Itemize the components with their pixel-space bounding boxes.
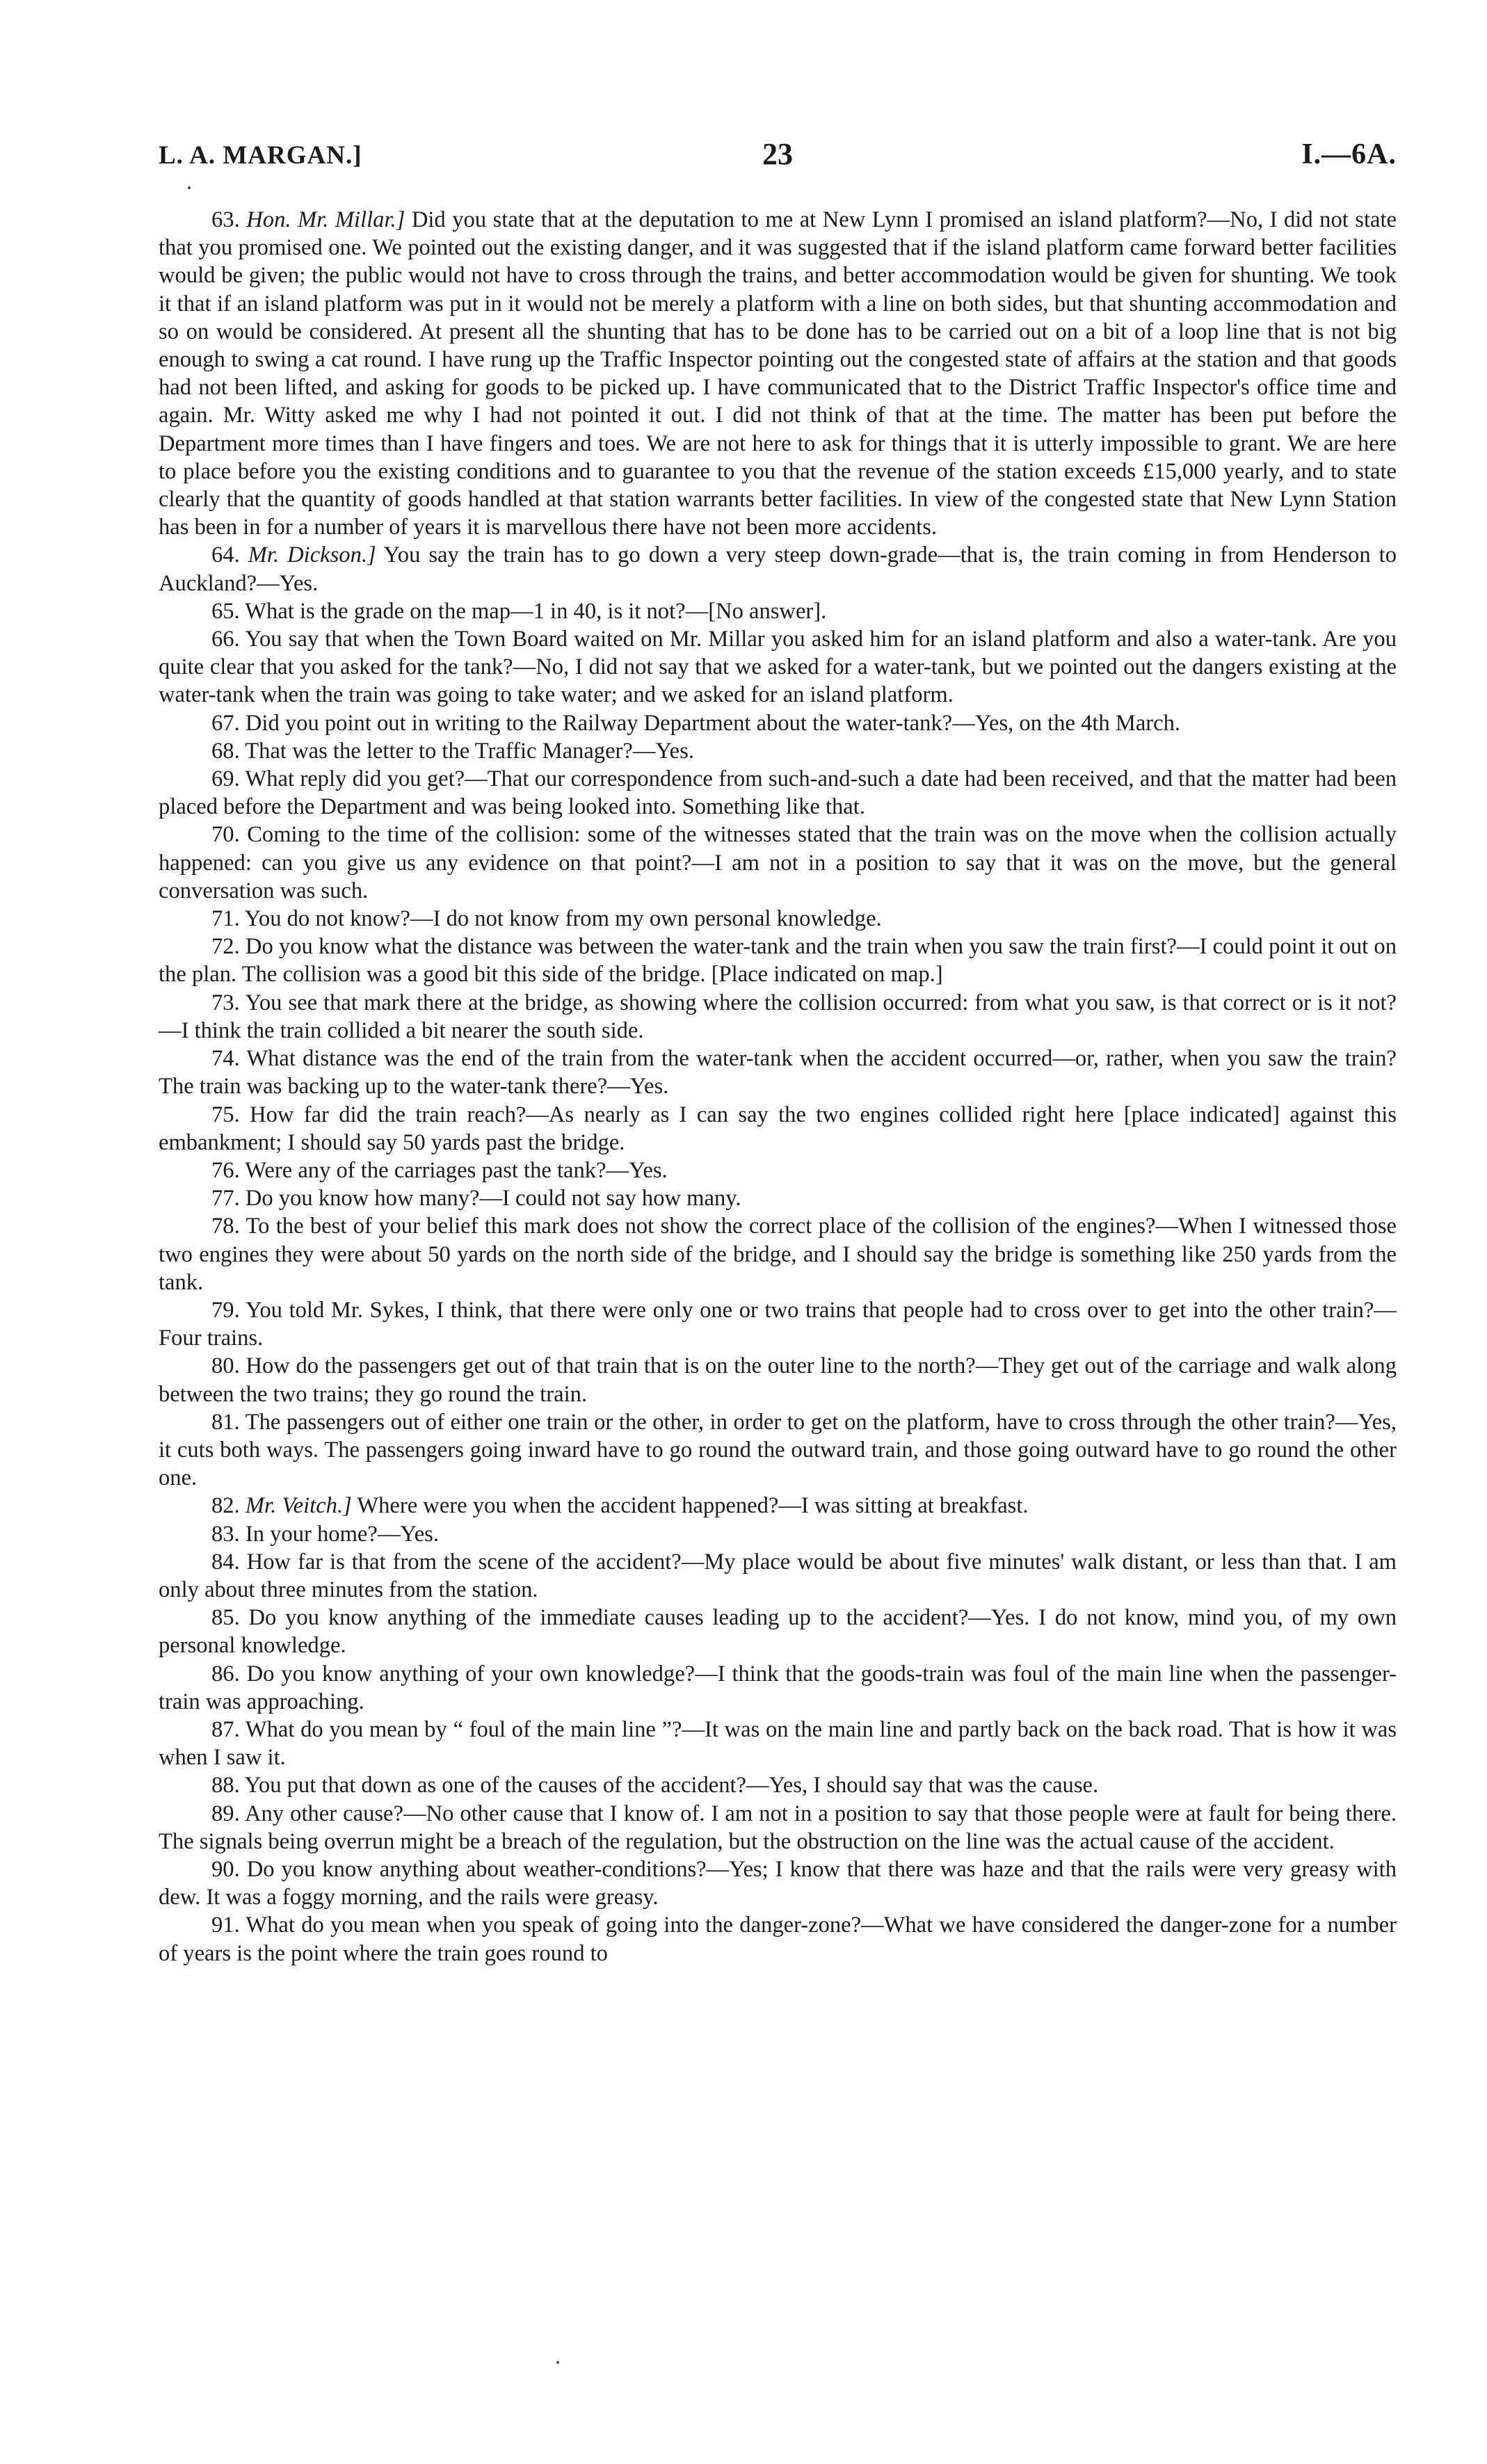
paragraph-text: Did you state that at the deputation to me at New Lynn I promised an island platform?—No, I did not state that you promised one. We pointed out the existing danger, and it was suggested that if the island platform came forward better facilities would be given; the public would not have to cross through the trains, and better accommodation would be given for shunting. We took it that if an island platform was put in it would not be merely a platform with a line on both sides, but that shunting accommodation and so on would be considered. At present all the shunting that has to be done has to be carried out on a bit of a loop line that is not big enough to swing a cat round. I have rung up the Traffic Inspector pointing out the congested state of affairs at the station and that goods had not been lifted, and asking for goods to be picked up. I have communicated that to the District Traffic Inspector's office time and again. Mr. Witty asked me why I had not pointed it out. I did not think of that at the time. The matter has been put before the Department more times than I have fingers and toes. We are not here to ask for things that it is utterly impossible to grant. We are here to place before you the existing conditions and to guarantee to you that the revenue of the station exceeds £15,000 yearly, and to state clearly that the quantity of goods handled at that station warrants better facilities. In view of the congested state that New Lynn Station has been in for a number of years it is marvellous there have not been more accidents.	[159, 207, 1397, 540]
page-header	[159, 136, 1397, 178]
paragraph-text: 68. That was the letter to the Traffic Manager?—Yes.	[211, 738, 694, 764]
question-answer-paragraph	[159, 1045, 1397, 1100]
paragraph-text: 65. What is the grade on the map—1 in 40, is it not?—[No answer].	[211, 598, 827, 624]
paragraph-text: 75. How far did the train reach?—As nearly as I can say the two engines collided right here [place indicated] against this embankment; I should say 50 yards past the bridge.	[159, 1102, 1397, 1155]
question-number: 64.	[211, 542, 248, 568]
paragraph-text: 73. You see that mark there at the bridge, as showing where the collision occurred: from what you saw, is that correct or is it not?—I think the train collided a bit nearer the south side.	[159, 990, 1397, 1043]
paragraph-text: 72. Do you know what the distance was between the water-tank and the train when you saw the train first?—I could point it out on the plan. The collision was a good bit this side of the bridge. [Place indicated on map.]	[159, 934, 1397, 988]
paragraph-text: 84. How far is that from the scene of the accident?—My place would be about five minutes' walk distant, or less than that. I am only about three minutes from the station.	[159, 1549, 1397, 1602]
question-answer-paragraph	[159, 737, 1397, 765]
question-answer-paragraph	[159, 1212, 1397, 1296]
paragraph-text: 78. To the best of your belief this mark does not show the correct place of the collision of the engines?—When I witnessed those two engines they were about 50 yards on the north side of the bridge, and I should say the bridge is something like 250 yards from the tank.	[159, 1214, 1397, 1295]
question-answer-paragraph	[159, 541, 1397, 597]
paragraph-text: 83. In your home?—Yes.	[211, 1521, 439, 1547]
question-answer-paragraph	[159, 1296, 1397, 1352]
question-answer-paragraph	[159, 1520, 1397, 1548]
paragraph-text: 71. You do not know?—I do not know from my own personal knowledge.	[211, 906, 882, 932]
paragraph-text: You say the train has to go down a very steep down-grade—that is, the train coming in from Henderson to Auckland?—Yes.	[159, 542, 1397, 596]
paragraph-text: 81. The passengers out of either one train or the other, in order to get on the platform, have to cross through the other train?—Yes, it cuts both ways. The passengers going inward have to go round the outward train, and those going outward have to go round the other one.	[159, 1409, 1397, 1491]
question-answer-paragraph	[159, 933, 1397, 988]
document-reference: I.—6A.	[1301, 138, 1397, 170]
paragraph-text: 67. Did you point out in writing to the Railway Department about the water-tank?—Yes, on the 4th March.	[211, 710, 1181, 736]
paragraph-text: 80. How do the passengers get out of that train that is on the outer line to the north?—They get out of the carriage and walk along between the two trains; they go round the train.	[159, 1353, 1397, 1407]
question-number: 63.	[211, 207, 247, 232]
paragraph-text: 88. You put that down as one of the causes of the accident?—Yes, I should say that was the cause.	[211, 1773, 1099, 1798]
question-answer-paragraph	[159, 765, 1397, 821]
question-answer-paragraph	[159, 1911, 1397, 1967]
question-number: 82.	[211, 1493, 246, 1519]
question-answer-paragraph	[159, 1101, 1397, 1157]
question-answer-paragraph	[159, 625, 1397, 709]
question-answer-paragraph	[159, 597, 1397, 625]
page-number: 23	[762, 137, 793, 171]
question-answer-paragraph	[159, 1492, 1397, 1520]
question-answer-paragraph	[159, 1548, 1397, 1604]
witness-name-header: L. A. MARGAN.]	[159, 141, 362, 170]
paragraph-text: Where were you when the accident happened?—I was sitting at breakfast.	[351, 1493, 1029, 1519]
question-answer-paragraph	[159, 1771, 1397, 1799]
paragraph-text: 69. What reply did you get?—That our correspondence from such-and-such a date had been received, and that the matter had been placed before the Department and was being looked into. Something like that.	[159, 766, 1397, 820]
question-answer-paragraph	[159, 1184, 1397, 1212]
paragraph-text: 76. Were any of the carriages past the tank?—Yes.	[211, 1157, 668, 1183]
speaker-name: Hon. Mr. Millar.]	[246, 207, 405, 232]
question-answer-paragraph	[159, 989, 1397, 1045]
paragraph-text: 90. Do you know anything about weather-conditions?—Yes; I know that there was haze and that the rails were very greasy with dew. It was a foggy morning, and the rails were greasy.	[159, 1856, 1397, 1910]
paragraph-text: 66. You say that when the Town Board waited on Mr. Millar you asked him for an island platform and also a water-tank. Are you quite clear that you asked for the tank?—No, I did not say that we asked for a water-tank, but we pointed out the dangers existing at the water-tank when the train was going to take water; and we asked for an island platform.	[159, 627, 1397, 708]
question-answer-paragraph	[159, 709, 1397, 737]
question-answer-paragraph	[159, 821, 1397, 905]
question-answer-paragraph	[159, 905, 1397, 933]
question-answer-paragraph	[159, 1157, 1397, 1184]
paragraph-text: 89. Any other cause?—No other cause that I know of. I am not in a position to say that those people were at fault for being there. The signals being overrun might be a breach of the regulation, but the obstruction on the line was the actual cause of the accident.	[159, 1801, 1397, 1854]
question-answer-paragraph	[159, 1352, 1397, 1408]
question-answer-paragraph	[159, 206, 1397, 541]
paragraph-text: 85. Do you know anything of the immediate causes leading up to the accident?—Yes. I do not know, mind you, of my own personal knowledge.	[159, 1605, 1397, 1659]
paragraph-text: 74. What distance was the end of the train from the water-tank when the accident occurred—or, rather, when you saw the train? The train was backing up to the water-tank there?—Yes.	[159, 1046, 1397, 1100]
question-answer-paragraph	[159, 1800, 1397, 1855]
print-speck	[556, 2361, 559, 2364]
question-answer-paragraph	[159, 1855, 1397, 1911]
speaker-name: Mr. Veitch.]	[245, 1493, 352, 1519]
paragraph-text: 79. You told Mr. Sykes, I think, that there were only one or two trains that people had to cross over to get into the other train?—Four trains.	[159, 1297, 1397, 1351]
print-speck	[188, 186, 191, 189]
question-answer-paragraph	[159, 1408, 1397, 1492]
paragraph-text: 77. Do you know how many?—I could not say how many.	[211, 1186, 741, 1211]
paragraph-text: 91. What do you mean when you speak of going into the danger-zone?—What we have considered the danger-zone for a number of years is the point where the train goes round to	[159, 1913, 1397, 1966]
paragraph-text: 86. Do you know anything of your own knowledge?—I think that the goods-train was foul of the main line when the passenger-train was approaching.	[159, 1661, 1397, 1714]
question-answer-paragraph	[159, 1660, 1397, 1716]
question-answer-paragraph	[159, 1716, 1397, 1771]
paragraph-text: 70. Coming to the time of the collision: some of the witnesses stated that the train was on the move when the collision actually happened: can you give us any evidence on that point?—I am not in a position to say that it was on the move, but the general conversation was such.	[159, 822, 1397, 903]
question-answer-paragraph	[159, 1604, 1397, 1659]
testimony-text	[159, 206, 1397, 1967]
paragraph-text: 87. What do you mean by “ foul of the main line ”?—It was on the main line and partly back on the back road. That is how it was when I saw it.	[159, 1716, 1397, 1771]
speaker-name: Mr. Dickson.]	[248, 542, 376, 568]
